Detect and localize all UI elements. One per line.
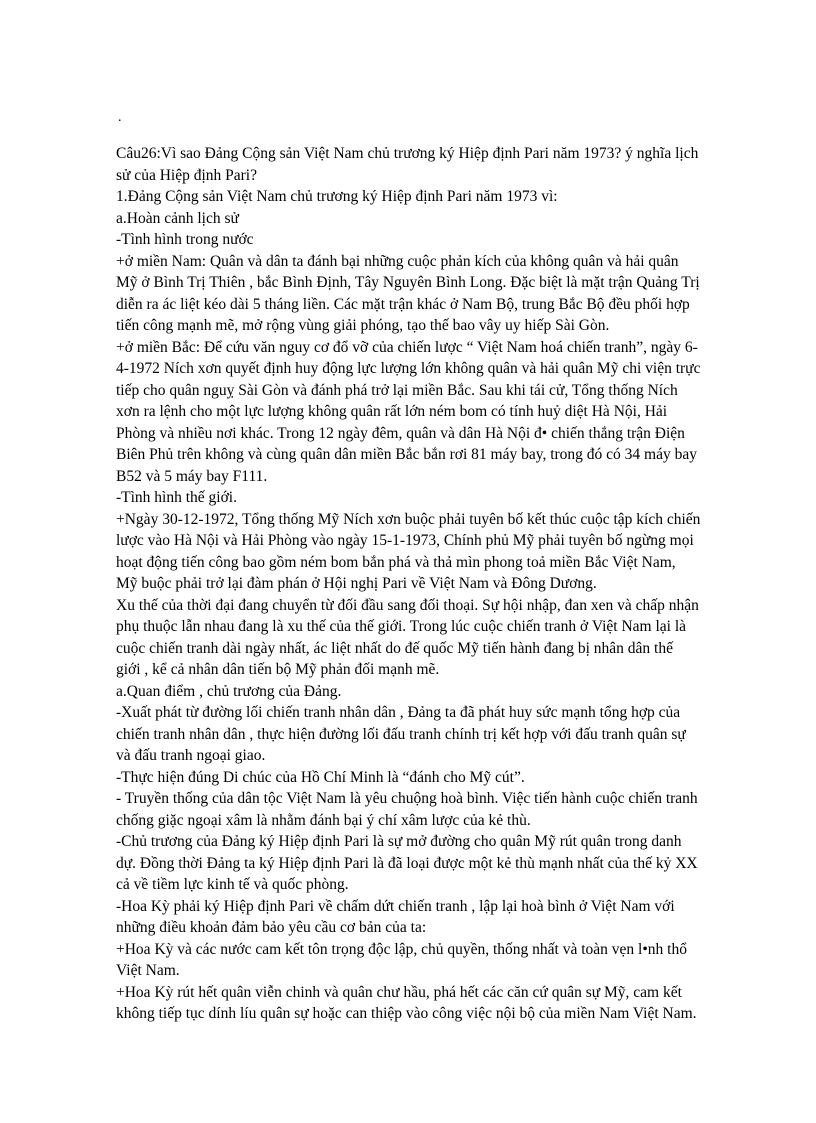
body-paragraph: -Xuất phát từ đường lối chiến tranh nhân dân , Đảng ta đã phát huy sức mạnh tổng hợp của chiến tranh nhân dân , thực hiện đường lối đấu tranh chính trị kết hợp với đấu tranh quân sự và đấu tranh ngoại giao. <box>116 704 686 764</box>
body-paragraph: - Truyền thống của dân tộc Việt Nam là yêu chuộng hoà bình. Việc tiến hành cuộc chiến tranh chống giặc ngoại xâm là nhằm đánh bại ý chí xâm lược của kẻ thù. <box>116 790 698 829</box>
document-body <box>116 143 701 1025</box>
body-paragraph: -Hoa Kỳ phải ký Hiệp định Pari về chấm dứt chiến tranh , lập lại hoà bình ở Việt Nam với những điều khoản đảm bảo yêu cầu cơ bản của ta: <box>116 897 675 936</box>
body-paragraph: +Hoa Kỳ và các nước cam kết tôn trọng độc lập, chủ quyền, thống nhất và toàn vẹn l•nh thổ Việt Nam. <box>116 940 687 979</box>
body-paragraph: Xu thế của thời đại đang chuyển từ đối đầu sang đối thoại. Sự hội nhập, đan xen và chấp nhận phụ thuộc lẫn nhau đang là xu thế của thế giới. Trong lúc cuộc chiến tranh ở Việt Nam lại là cuộc chiến tranh dài ngày nhất, ác liệt nhất do đế quốc Mỹ tiến hành đang bị nhân dân thế giới , kể cả nhân dân tiến bộ Mỹ phản đối mạnh mẽ. <box>116 596 699 678</box>
subsection-heading: a.Quan điểm , chủ trương của Đảng. <box>116 682 342 700</box>
question-heading: Câu26:Vì sao Đảng Cộng sản Việt Nam chủ trương ký Hiệp định Pari năm 1973? ý nghĩa lịch sử của Hiệp định Pari? <box>116 145 699 184</box>
body-paragraph: +Ngày 30-12-1972, Tổng thống Mỹ Ních xơn buộc phải tuyên bố kết thúc cuộc tập kích chiến lược vào Hà Nội và Hải Phòng vào ngày 15-1-1973, Chính phủ Mỹ phải tuyên bố ngừng mọi hoạt động tiến công bao gồm ném bom bắn phá và thả mìn phong toả miền Bắc Việt Nam, Mỹ buộc phải trở lại đàm phán ở Hội nghị Pari về Việt Nam và Đông Dương. <box>116 510 701 592</box>
body-paragraph: -Chủ trương của Đảng ký Hiệp định Pari là sự mở đường cho quân Mỹ rút quân trong danh dự. Đồng thời Đảng ta ký Hiệp định Pari là đã loại được một kẻ thù mạnh nhất của thế kỷ XX cả về tiềm lực kinh tế và quốc phòng. <box>116 833 698 893</box>
body-paragraph: +ở miền Bắc: Để cứu văn nguy cơ đổ vỡ của chiến lược “ Việt Nam hoá chiến tranh”, ngày 6-4-1972 Ních xơn quyết định huy động lực lượng lớn không quân và hải quân Mỹ chi viện trực tiếp cho quân nguỵ Sài Gòn và đánh phá trở lại miền Bắc. Sau khi tái cử, Tổng thống Ních xơn ra lệnh cho một lực lượng không quân rất lớn ném bom có tính huỷ diệt Hà Nội, Hải Phòng và nhiều nơi khác. Trong 12 ngày đêm, quân và dân Hà Nội đ• chiến thắng trận Điện Biên Phủ trên không và cùng quân dân miền Bắc bắn rơi 81 máy bay, trong đó có 34 máy bay B52 và 5 máy bay F111. <box>116 338 701 485</box>
body-paragraph: -Thực hiện đúng Di chúc của Hồ Chí Minh là “đánh cho Mỹ cút”. <box>116 768 525 786</box>
subsection-item: -Tình hình trong nước <box>116 231 254 248</box>
body-paragraph: +Hoa Kỳ rút hết quân viễn chinh và quân chư hầu, phá hết các căn cứ quân sự Mỹ, cam kết không tiếp tục dính líu quân sự hoặc can thiệp vào công việc nội bộ của miền Nam Việt Nam. <box>116 983 697 1022</box>
page-mark: . <box>118 110 122 125</box>
body-paragraph: +ở miền Nam: Quân và dân ta đánh bại những cuộc phản kích của không quân và hải quân Mỹ ở Bình Trị Thiên , bắc Bình Định, Tây Nguyên Bình Long. Đặc biệt là mặt trận Quảng Trị diễn ra ác liệt kéo dài 5 tháng liền. Các mặt trận khác ở Nam Bộ, trung Bắc Bộ đều phối hợp tiến công mạnh mẽ, mở rộng vùng giải phóng, tạo thế bao vây uy hiếp Sài Gòn. <box>116 252 700 334</box>
subsection-item: -Tình hình thế giới. <box>116 489 237 506</box>
subsection-heading: a.Hoàn cảnh lịch sử <box>116 209 239 227</box>
section-heading: 1.Đảng Cộng sản Việt Nam chủ trương ký Hiệp định Pari năm 1973 vì: <box>116 188 558 205</box>
